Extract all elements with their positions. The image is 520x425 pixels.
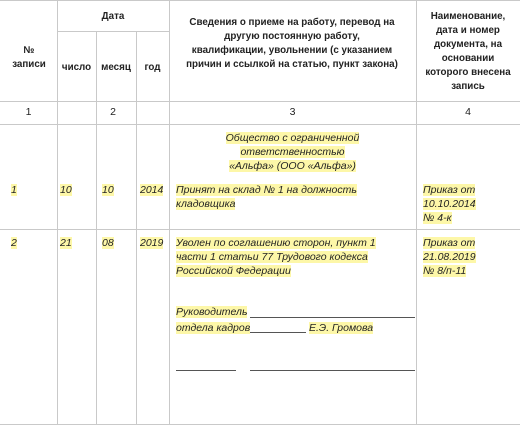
row-1-month: 10 bbox=[102, 184, 114, 196]
header-day: число bbox=[61, 62, 92, 73]
row-1-day: 10 bbox=[60, 184, 72, 196]
grid-line bbox=[0, 124, 520, 125]
grid-line bbox=[0, 101, 520, 102]
signature-underline bbox=[250, 317, 415, 318]
row-1-separator bbox=[0, 229, 520, 230]
header-basis: Наименование, дата и номер документа, на основании которого внесена запись bbox=[425, 11, 511, 92]
row-2-day: 21 bbox=[60, 237, 72, 249]
row-1-info: Принят на склад № 1 на должность кладовщика bbox=[176, 184, 357, 210]
company-name bbox=[169, 131, 416, 173]
row-2-year: 2019 bbox=[140, 237, 164, 249]
company-line: ответственностью bbox=[240, 146, 345, 158]
row-2-basis: Приказ от 21.08.2019 № 8/п-11 bbox=[423, 237, 476, 277]
grid-line bbox=[57, 31, 169, 32]
row-1-basis: Приказ от 10.10.2014 № 4-к bbox=[423, 184, 476, 224]
header-month: месяц bbox=[101, 62, 131, 73]
column-number: 4 bbox=[465, 106, 471, 118]
grid-line bbox=[96, 31, 97, 425]
grid-line bbox=[416, 0, 417, 425]
header-info: Сведения о приеме на работу, перевод на другую постоянную работу, квалификации, увольнении (с указанием причин и ссылкой на статью, пункт закона) bbox=[186, 17, 398, 70]
row-1-year: 2014 bbox=[140, 184, 164, 196]
signature-line-1: Руководитель bbox=[176, 306, 248, 318]
row-2-info: Уволен по соглашению сторон, пункт 1 части 1 статьи 77 Трудового кодекса Российской Федерации bbox=[176, 237, 376, 277]
row-2-month: 08 bbox=[102, 237, 114, 249]
grid-line bbox=[0, 0, 520, 1]
column-number: 3 bbox=[289, 106, 296, 118]
signature-name: Е.Э. Громова bbox=[309, 322, 374, 334]
company-line: «Альфа» (ООО «Альфа») bbox=[229, 160, 356, 172]
seal-underline bbox=[250, 370, 415, 371]
header-record-no: № записи bbox=[12, 45, 46, 70]
row-2-no: 2 bbox=[11, 237, 17, 249]
company-line: Общество с ограниченной bbox=[225, 132, 360, 144]
grid-line bbox=[169, 0, 170, 425]
column-number: 1 bbox=[25, 106, 32, 118]
row-1-no: 1 bbox=[11, 184, 17, 196]
column-number: 2 bbox=[110, 106, 116, 118]
signature-line-2-prefix: отдела кадров bbox=[176, 322, 251, 334]
seal-underline bbox=[176, 370, 236, 371]
header-year: год bbox=[144, 62, 161, 73]
header-date: Дата bbox=[101, 11, 125, 22]
signature-blank bbox=[250, 332, 306, 333]
grid-line bbox=[136, 31, 137, 425]
